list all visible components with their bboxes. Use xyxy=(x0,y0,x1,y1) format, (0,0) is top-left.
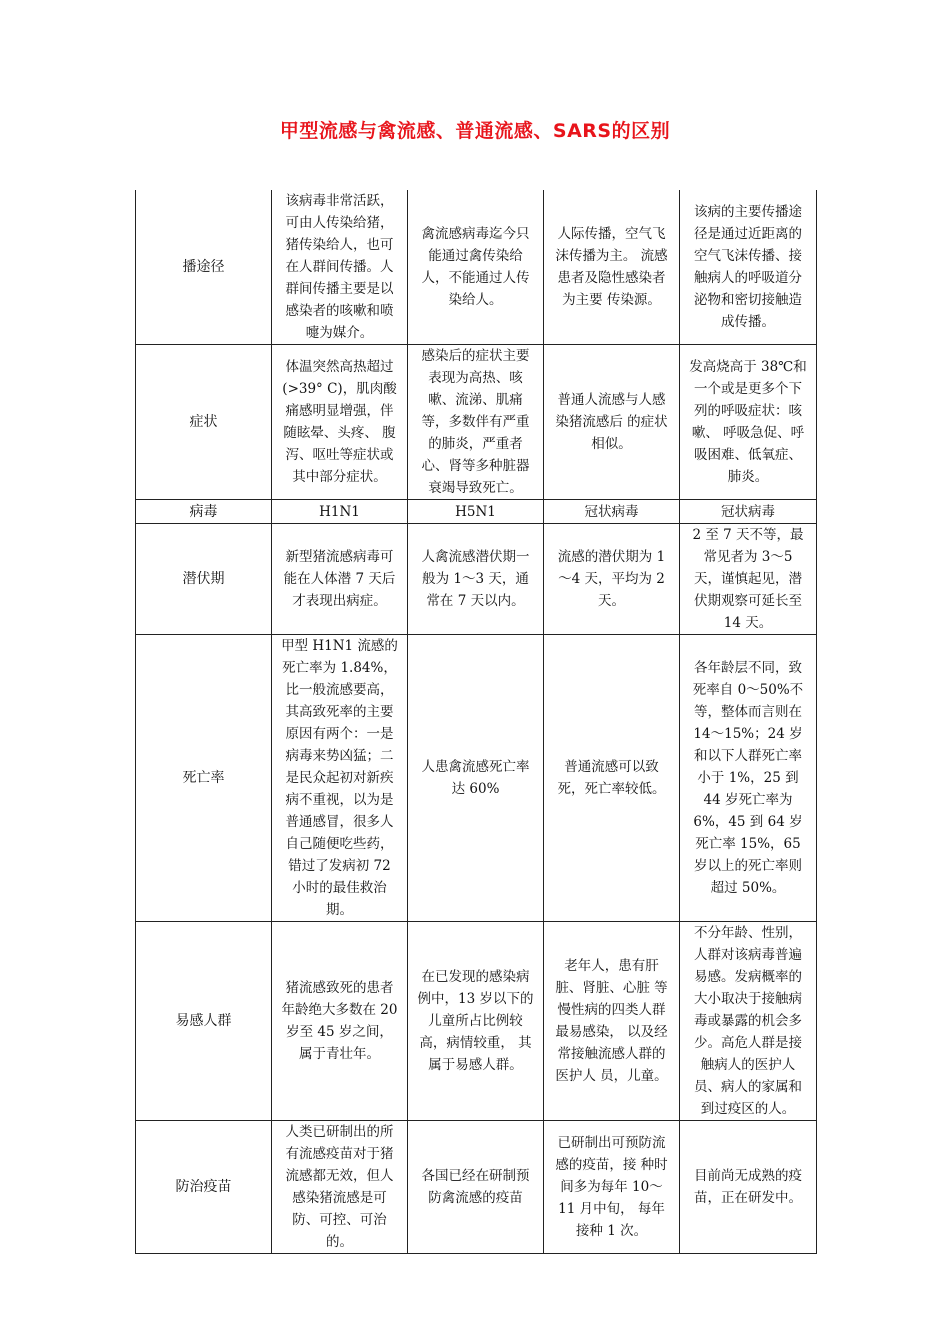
table-cell: 体温突然高热超过(>39° C)，肌肉酸痛感明显增强，伴随眩晕、头疼、 腹泻、呕吐等症状或其中部分症状。 xyxy=(272,345,408,500)
row-label: 潜伏期 xyxy=(136,524,272,635)
table-cell: 禽流感病毒迄今只能通过禽传染给人，不能通过人传染给人。 xyxy=(408,190,544,345)
table-row xyxy=(136,922,817,1121)
table-cell: 已研制出可预防流感的疫苗，接 种时间多为每年 10～11 月中旬， 每年接种 1 次。 xyxy=(544,1121,680,1254)
table-cell: 猪流感致死的患者年龄绝大多数在 20 岁至 45 岁之间，属于青壮年。 xyxy=(272,922,408,1121)
table-row xyxy=(136,1121,817,1254)
table-cell: 该病的主要传播途径是通过近距离的空气飞沫传播、接触病人的呼吸道分泌物和密切接触造成传播。 xyxy=(680,190,817,345)
row-label: 病毒 xyxy=(136,500,272,524)
table-row xyxy=(136,500,817,524)
table-cell: 2 至 7 天不等，最常见者为 3～5 天，谨慎起见，潜伏期观察可延长至 14 天。 xyxy=(680,524,817,635)
table-cell: 人际传播，空气飞沫传播为主。 流感患者及隐性感染者为主要 传染源。 xyxy=(544,190,680,345)
table-cell: 各年龄层不同，致死率自 0～50%不等，整体而言则在 14～15%；24 岁和以下人群死亡率小于 1%，25 到 44 岁死亡率为 6%，45 到 64 岁死亡率 15%，65 岁以上的死亡率则超过 50%。 xyxy=(680,635,817,922)
table-cell: 在已发现的感染病例中，13 岁以下的儿童所占比例较高，病情较重， 其属于易感人群。 xyxy=(408,922,544,1121)
table-cell: 普通人流感与人感染猪流感后 的症状相似。 xyxy=(544,345,680,500)
row-label: 死亡率 xyxy=(136,635,272,922)
table-cell: 甲型 H1N1 流感的死亡率为 1.84%，比一般流感要高，其高致死率的主要原因有两个：一是病毒来势凶猛；二是民众起初对新疾病不重视，以为是普通感冒，很多人自己随便吃些药，错过了发病初 72 小时的最佳救治期。 xyxy=(272,635,408,922)
table-cell: 该病毒非常活跃，可由人传染给猪，猪传染给人，也可在人群间传播。人群间传播主要是以感染者的咳嗽和喷嚏为媒介。 xyxy=(272,190,408,345)
table-cell: 各国已经在研制预防禽流感的疫苗 xyxy=(408,1121,544,1254)
table-cell: 老年人，患有肝脏、肾脏、心脏 等慢性病的四类人群最易感染， 以及经常接触流感人群的医护人 员，儿童。 xyxy=(544,922,680,1121)
table-cell: 普通流感可以致死，死亡率较低。 xyxy=(544,635,680,922)
table-cell: 感染后的症状主要表现为高热、咳嗽、流涕、肌痛等，多数伴有严重 的肺炎，严重者心、肾等多种脏器衰竭导致死亡。 xyxy=(408,345,544,500)
table-cell: H1N1 xyxy=(272,500,408,524)
table-cell: 冠状病毒 xyxy=(680,500,817,524)
row-label: 防治疫苗 xyxy=(136,1121,272,1254)
table-cell: H5N1 xyxy=(408,500,544,524)
table-cell: 人禽流感潜伏期一般为 1～3 天，通常在 7 天以内。 xyxy=(408,524,544,635)
table-cell: 人患禽流感死亡率达 60% xyxy=(408,635,544,922)
table-cell: 流感的潜伏期为 1～4 天，平均为 2 天。 xyxy=(544,524,680,635)
comparison-table xyxy=(135,190,817,1254)
table-row xyxy=(136,345,817,500)
table-row xyxy=(136,524,817,635)
table-cell: 新型猪流感病毒可能在人体潜 7 天后才表现出病症。 xyxy=(272,524,408,635)
table-cell: 不分年龄、性别，人群对该病毒普遍易感。发病概率的大小取决于接触病毒或暴露的机会多少。高危人群是接触病人的医护人员、病人的家属和到过疫区的人。 xyxy=(680,922,817,1121)
table-cell: 冠状病毒 xyxy=(544,500,680,524)
table-cell: 目前尚无成熟的疫苗，正在研发中。 xyxy=(680,1121,817,1254)
table-cell: 发高烧高于 38℃和一个或是更多个下列的呼吸症状：咳嗽、 呼吸急促、呼吸困难、低氧症、 肺炎。 xyxy=(680,345,817,500)
table-row xyxy=(136,190,817,345)
row-label: 易感人群 xyxy=(136,922,272,1121)
table-cell: 人类已研制出的所有流感疫苗对于猪流感都无效，但人感染猪流感是可防、可控、可治的。 xyxy=(272,1121,408,1254)
table-row xyxy=(136,635,817,922)
row-label: 播途径 xyxy=(136,190,272,345)
row-label: 症状 xyxy=(136,345,272,500)
page-title: 甲型流感与禽流感、普通流感、SARS的区别 xyxy=(279,120,671,142)
